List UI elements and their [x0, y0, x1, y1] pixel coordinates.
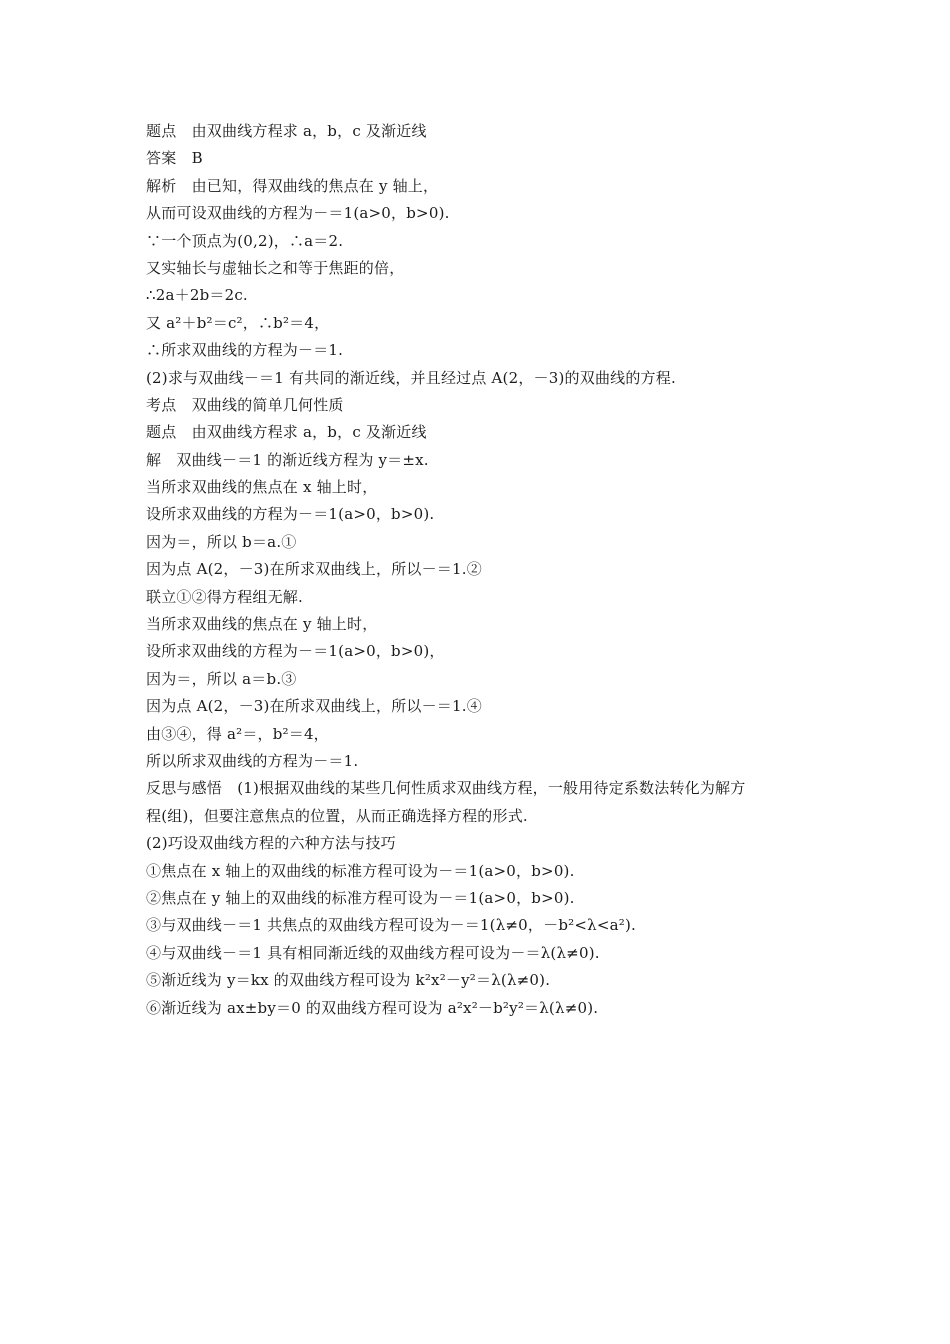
text-line: 程(组)，但要注意焦点的位置，从而正确选择方程的形式. — [146, 806, 528, 825]
text-line: (2)求与双曲线－＝1 有共同的渐近线，并且经过点 A(2，－3)的双曲线的方程. — [146, 368, 676, 387]
text-line: ④与双曲线－＝1 具有相同渐近线的双曲线方程可设为－＝λ(λ≠0). — [146, 943, 600, 962]
text-line: 当所求双曲线的焦点在 y 轴上时， — [146, 615, 378, 634]
text-line: ⑤渐近线为 y＝kx 的双曲线方程可设为 k²x²－y²＝λ(λ≠0). — [146, 971, 551, 990]
text-line: 因为点 A(2，－3)在所求双曲线上，所以－＝1.④ — [146, 697, 482, 716]
text-line: 由③④，得 a²＝，b²＝4， — [146, 724, 329, 743]
text-line: 题点 由双曲线方程求 a，b，c 及渐近线 — [146, 122, 427, 140]
text-line: 联立①②得方程组无解. — [146, 587, 303, 606]
text-line: 题点 由双曲线方程求 a，b，c 及渐近线 — [146, 423, 427, 442]
text-line: ⑥渐近线为 ax±by＝0 的双曲线方程可设为 a²x²－b²y²＝λ(λ≠0). — [146, 998, 599, 1017]
text-line: 考点 双曲线的简单几何性质 — [146, 395, 344, 414]
text-line: 从而可设双曲线的方程为－＝1(a>0，b>0). — [146, 204, 450, 223]
text-line: 解 双曲线－＝1 的渐近线方程为 y＝±x. — [146, 450, 429, 469]
text-line: ∴2a＋2b＝2c. — [146, 286, 248, 305]
text-line: 当所求双曲线的焦点在 x 轴上时， — [146, 478, 378, 497]
text-line: 设所求双曲线的方程为－＝1(a>0，b>0). — [146, 505, 435, 524]
text-line: 设所求双曲线的方程为－＝1(a>0，b>0)， — [146, 642, 445, 661]
text-line: 所以所求双曲线的方程为－＝1. — [146, 751, 359, 770]
text-line: (2)巧设双曲线方程的六种方法与技巧 — [146, 834, 396, 853]
text-line: ①焦点在 x 轴上的双曲线的标准方程可设为－＝1(a>0，b>0). — [146, 861, 575, 880]
text-line: 解析 由已知，得双曲线的焦点在 y 轴上， — [146, 176, 439, 195]
text-line: 又实轴长与虚轴长之和等于焦距的倍， — [146, 258, 405, 277]
text-line: ③与双曲线－＝1 共焦点的双曲线方程可设为－＝1(λ≠0，－b²<λ<a²). — [146, 916, 636, 935]
text-line: ∵一个顶点为(0,2)，∴a＝2. — [146, 231, 344, 250]
text-line: 因为点 A(2，－3)在所求双曲线上，所以－＝1.② — [146, 560, 482, 579]
document-body — [146, 118, 826, 1022]
text-line: 又 a²＋b²＝c²，∴b²＝4， — [146, 313, 330, 332]
text-line: ∴所求双曲线的方程为－＝1. — [146, 341, 344, 360]
text-line: 因为＝，所以 b＝a.① — [146, 532, 297, 551]
text-line: 答案 B — [146, 149, 203, 168]
text-line: 反思与感悟 (1)根据双曲线的某些几何性质求双曲线方程，一般用待定系数法转化为解方 — [146, 779, 746, 798]
text-line: ②焦点在 y 轴上的双曲线的标准方程可设为－＝1(a>0，b>0). — [146, 888, 575, 907]
text-line: 因为＝，所以 a＝b.③ — [146, 669, 297, 688]
